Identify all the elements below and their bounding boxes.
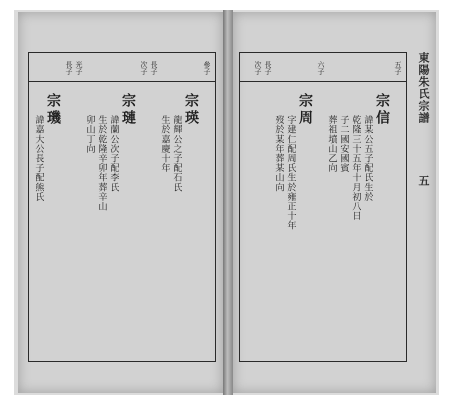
- genealogy-column-bio: 子二國安國賓: [338, 115, 349, 173]
- genealogy-column-bio: 字建仁配周氏生於雍正十年: [285, 115, 296, 231]
- genealogy-column-rank: 長子: [65, 61, 73, 75]
- genealogy-column-rank: 次子: [254, 61, 262, 75]
- genealogy-column-bio: 諱某公五子配氏生於: [362, 115, 373, 202]
- right-page: [233, 12, 436, 393]
- genealogy-column-name: 宗信: [374, 93, 390, 127]
- page-number: 五: [417, 174, 430, 190]
- genealogy-column-bio: 生於嘉慶十年: [159, 115, 170, 173]
- genealogy-column-bio: 龍輝公之子配石氏: [171, 115, 182, 192]
- genealogy-column-bio: 諱嘉大公長子配熊氏: [33, 115, 44, 202]
- genealogy-column-rank: 五子: [394, 61, 402, 75]
- book-scan: [14, 10, 439, 395]
- left-page: [18, 12, 223, 393]
- genealogy-column-bio: 乾隆三十五年十月初八日: [350, 115, 361, 221]
- left-page-frame: [28, 52, 216, 362]
- genealogy-column-rank: 長子: [150, 61, 158, 75]
- genealogy-column-rank: 六子: [317, 61, 325, 75]
- genealogy-column-rank: 次子: [140, 61, 148, 75]
- genealogy-column-rank: 長子: [264, 61, 272, 75]
- margin-title-text: 東陽朱氏宗譜: [417, 52, 430, 124]
- genealogy-column-bio: 歿於某年葬某山向: [273, 115, 284, 192]
- page-margin-title: [411, 52, 431, 360]
- right-page-frame: [239, 52, 407, 362]
- genealogy-column-bio: 葬祖墳山乙向: [326, 115, 337, 173]
- genealogy-column-bio: 卯山丁向: [84, 115, 95, 154]
- genealogy-column-bio: 生於乾隆辛卯年葬辛山: [96, 115, 107, 211]
- genealogy-column-name: 宗瑛: [183, 93, 199, 127]
- genealogy-column-bio: 諱蘭公次子配李氏: [108, 115, 119, 192]
- genealogy-column-name: 宗璉: [120, 93, 136, 127]
- genealogy-column-rank: 參子: [203, 61, 211, 75]
- header-rule: [29, 81, 215, 82]
- genealogy-column-name: 宗璣: [45, 93, 61, 127]
- genealogy-column-rank: 光子: [75, 61, 83, 75]
- genealogy-column-name: 宗周: [297, 93, 313, 127]
- book-gutter: [223, 10, 233, 395]
